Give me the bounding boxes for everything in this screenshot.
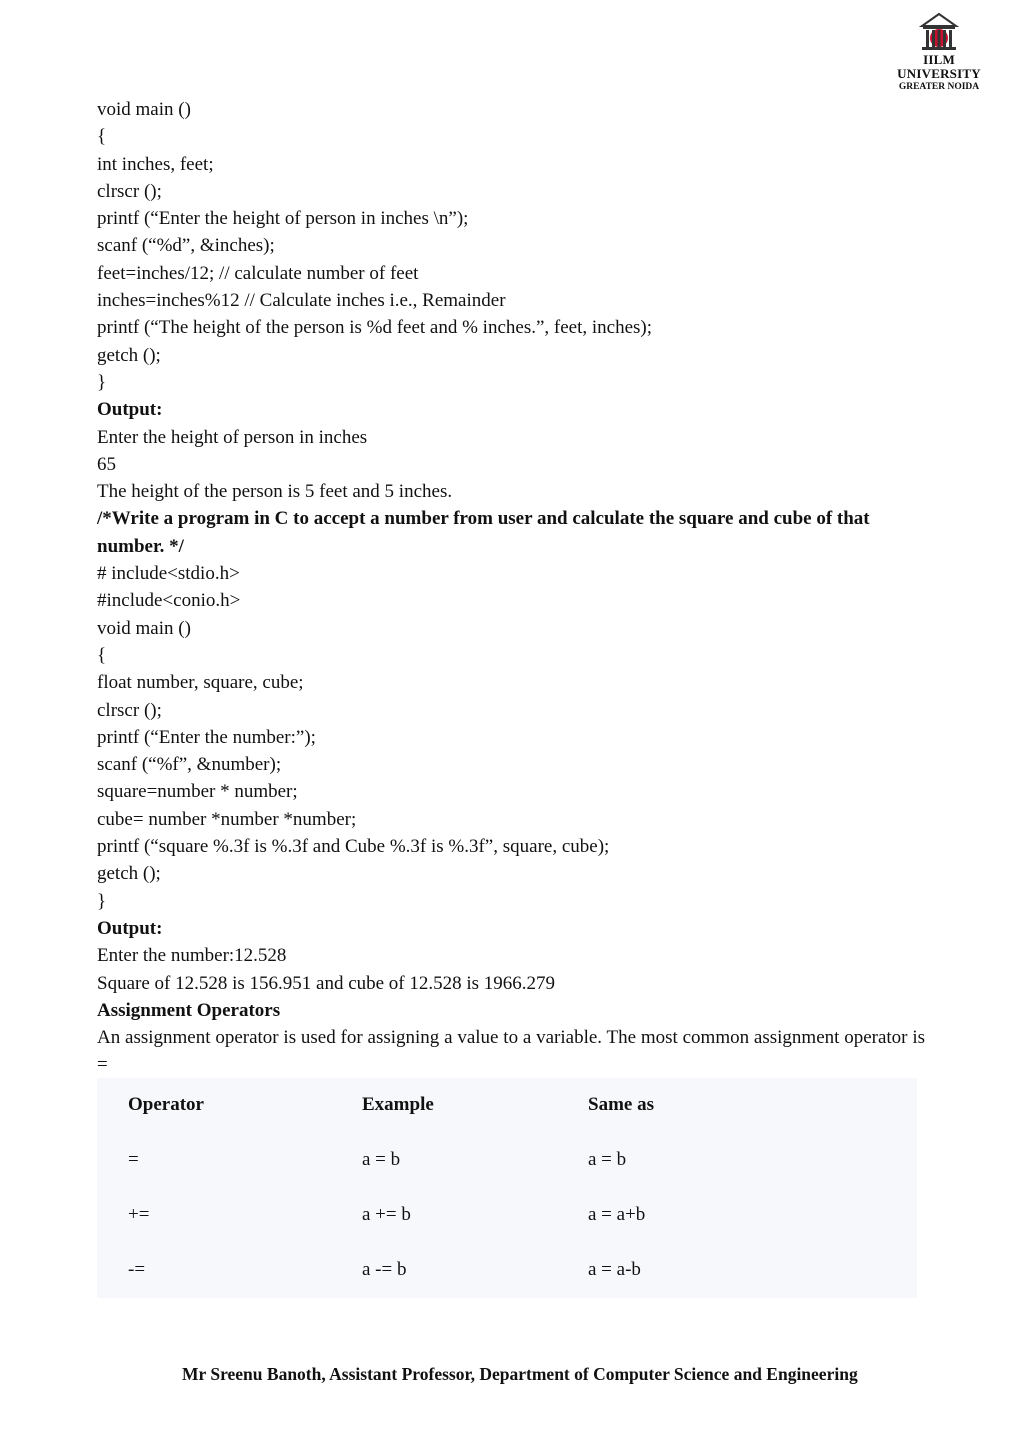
code-line: printf (“Enter the number:”); xyxy=(97,726,316,748)
output-line: Enter the number:12.528 xyxy=(97,945,287,967)
program-heading: /*Write a program in C to accept a number from user and calculate the square and cube of that number. */ xyxy=(97,508,870,557)
table-cell: a += b xyxy=(362,1204,411,1225)
table-cell: a -= b xyxy=(362,1259,407,1280)
output-line: The height of the person is 5 feet and 5 inches. xyxy=(97,481,453,503)
assignment-operators-table xyxy=(97,1078,917,1298)
table-cell: += xyxy=(128,1204,150,1225)
code-line: void main () xyxy=(97,99,191,120)
code-line: scanf (“%d”, &inches); xyxy=(97,235,275,257)
logo-title: IILM UNIVERSITY xyxy=(897,52,981,81)
code-line: square=number * number; xyxy=(97,781,298,803)
output-heading: Output: xyxy=(97,399,163,421)
output-line: 65 xyxy=(97,453,116,475)
code-line: printf (“square %.3f is %.3f and Cube %.3f is %.3f”, square, cube); xyxy=(97,836,610,858)
logo-subtitle: GREATER NOIDA xyxy=(898,82,980,92)
table-cell: = xyxy=(128,1149,139,1170)
code-line: cube= number *number *number; xyxy=(97,808,357,830)
code-line: clrscr (); xyxy=(97,180,162,202)
table-cell: a = b xyxy=(588,1149,627,1170)
output-line: Square of 12.528 is 156.951 and cube of 12.528 is 1966.279 xyxy=(97,972,556,994)
table-cell: a = a-b xyxy=(588,1259,641,1280)
page-footer: Mr Sreenu Banoth, Assistant Professor, Department of Computer Science and Engineering xyxy=(182,1364,858,1384)
table-row xyxy=(97,1243,917,1298)
paragraph: An assignment operator is used for assigning a value to a variable. The most common assignment operator is = xyxy=(97,1027,925,1076)
code-line: { xyxy=(97,126,107,148)
code-line: clrscr (); xyxy=(97,699,162,721)
code-line: printf (“The height of the person is %d feet and % inches.”, feet, inches); xyxy=(97,317,653,339)
table-header: Example xyxy=(362,1094,434,1115)
document-body xyxy=(97,96,925,1079)
table-header: Same as xyxy=(588,1094,654,1115)
code-line: feet=inches/12; // calculate number of feet xyxy=(97,262,419,284)
table-cell: a = b xyxy=(362,1149,401,1170)
table-row xyxy=(97,1188,917,1243)
code-line: printf (“Enter the height of person in inches \n”); xyxy=(97,208,469,230)
university-logo xyxy=(884,12,994,90)
output-line: Enter the height of person in inches xyxy=(97,426,368,448)
code-line: #include<conio.h> xyxy=(97,590,241,612)
code-line: inches=inches%12 // Calculate inches i.e., Remainder xyxy=(97,290,506,312)
code-line: float number, square, cube; xyxy=(97,672,304,694)
code-line: int inches, feet; xyxy=(97,153,214,175)
section-heading: Assignment Operators xyxy=(97,999,281,1021)
table-row xyxy=(97,1133,917,1188)
code-line: void main () xyxy=(97,617,191,639)
table-cell: -= xyxy=(128,1259,146,1280)
code-line: } xyxy=(97,371,107,393)
code-line: } xyxy=(97,890,107,912)
code-line: scanf (“%f”, &number); xyxy=(97,754,282,776)
table-header: Operator xyxy=(128,1094,204,1115)
code-line: getch (); xyxy=(97,863,161,885)
code-line: getch (); xyxy=(97,344,161,366)
table-cell: a = a+b xyxy=(588,1204,646,1225)
output-heading: Output: xyxy=(97,917,163,939)
building-icon xyxy=(919,12,959,52)
code-line: { xyxy=(97,644,107,666)
code-line: # include<stdio.h> xyxy=(97,563,240,585)
table-header-row xyxy=(97,1078,917,1133)
